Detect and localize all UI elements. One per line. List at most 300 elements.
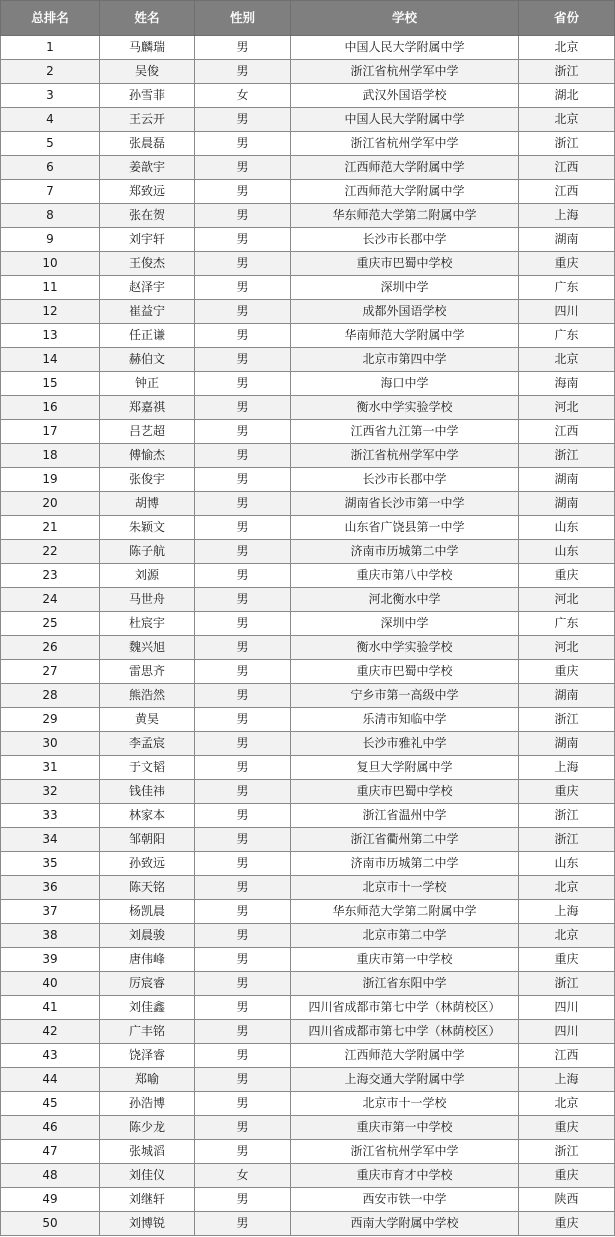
table-row <box>1 996 615 1020</box>
cell-name: 吴俊 <box>100 60 195 84</box>
cell-name: 唐伟峰 <box>100 948 195 972</box>
cell-name: 张在贺 <box>100 204 195 228</box>
cell-name: 黄昊 <box>100 708 195 732</box>
cell-province: 上海 <box>519 204 615 228</box>
cell-school: 长沙市长郡中学 <box>291 468 519 492</box>
cell-rank: 35 <box>1 852 100 876</box>
cell-school: 江西省九江第一中学 <box>291 420 519 444</box>
cell-gender: 男 <box>195 372 291 396</box>
cell-gender: 男 <box>195 204 291 228</box>
table-row <box>1 420 615 444</box>
header-gender: 性别 <box>195 1 291 36</box>
cell-name: 郑喻 <box>100 1068 195 1092</box>
cell-gender: 男 <box>195 60 291 84</box>
cell-school: 江西师范大学附属中学 <box>291 1044 519 1068</box>
cell-rank: 12 <box>1 300 100 324</box>
cell-school: 长沙市长郡中学 <box>291 228 519 252</box>
cell-name: 钟正 <box>100 372 195 396</box>
cell-province: 北京 <box>519 348 615 372</box>
cell-rank: 6 <box>1 156 100 180</box>
cell-province: 北京 <box>519 924 615 948</box>
cell-gender: 男 <box>195 1116 291 1140</box>
cell-school: 深圳中学 <box>291 276 519 300</box>
cell-gender: 男 <box>195 612 291 636</box>
cell-school: 乐清市知临中学 <box>291 708 519 732</box>
header-province: 省份 <box>519 1 615 36</box>
table-row <box>1 972 615 996</box>
cell-province: 江西 <box>519 420 615 444</box>
cell-school: 河北衡水中学 <box>291 588 519 612</box>
cell-rank: 39 <box>1 948 100 972</box>
cell-school: 四川省成都市第七中学（林荫校区） <box>291 996 519 1020</box>
cell-name: 饶泽睿 <box>100 1044 195 1068</box>
table-row <box>1 492 615 516</box>
table-row <box>1 1140 615 1164</box>
cell-name: 王云开 <box>100 108 195 132</box>
table-row <box>1 1044 615 1068</box>
cell-name: 郑嘉祺 <box>100 396 195 420</box>
cell-province: 河北 <box>519 396 615 420</box>
cell-name: 赫伯文 <box>100 348 195 372</box>
cell-school: 中国人民大学附属中学 <box>291 108 519 132</box>
cell-province: 北京 <box>519 1092 615 1116</box>
cell-rank: 45 <box>1 1092 100 1116</box>
cell-school: 华南师范大学附属中学 <box>291 324 519 348</box>
cell-name: 任正谦 <box>100 324 195 348</box>
table-body <box>1 36 615 1236</box>
cell-gender: 男 <box>195 1092 291 1116</box>
cell-gender: 男 <box>195 324 291 348</box>
cell-school: 北京市十一学校 <box>291 876 519 900</box>
cell-gender: 男 <box>195 36 291 60</box>
cell-province: 重庆 <box>519 660 615 684</box>
cell-province: 浙江 <box>519 708 615 732</box>
cell-name: 熊浩然 <box>100 684 195 708</box>
cell-rank: 34 <box>1 828 100 852</box>
cell-province: 上海 <box>519 756 615 780</box>
cell-rank: 37 <box>1 900 100 924</box>
cell-school: 湖南省长沙市第一中学 <box>291 492 519 516</box>
cell-school: 浙江省温州中学 <box>291 804 519 828</box>
cell-gender: 男 <box>195 852 291 876</box>
cell-province: 浙江 <box>519 132 615 156</box>
cell-province: 广东 <box>519 612 615 636</box>
cell-rank: 44 <box>1 1068 100 1092</box>
cell-rank: 25 <box>1 612 100 636</box>
table-row <box>1 228 615 252</box>
cell-school: 北京市十一学校 <box>291 1092 519 1116</box>
cell-name: 厉宸睿 <box>100 972 195 996</box>
table-row <box>1 564 615 588</box>
cell-rank: 7 <box>1 180 100 204</box>
table-row <box>1 1020 615 1044</box>
table-row <box>1 876 615 900</box>
cell-rank: 3 <box>1 84 100 108</box>
cell-school: 上海交通大学附属中学 <box>291 1068 519 1092</box>
cell-rank: 38 <box>1 924 100 948</box>
cell-name: 杜宸宇 <box>100 612 195 636</box>
cell-gender: 男 <box>195 132 291 156</box>
cell-rank: 31 <box>1 756 100 780</box>
table-row <box>1 804 615 828</box>
table-row <box>1 324 615 348</box>
cell-province: 北京 <box>519 876 615 900</box>
table-row <box>1 444 615 468</box>
cell-gender: 男 <box>195 732 291 756</box>
table-row <box>1 516 615 540</box>
table-row <box>1 1212 615 1236</box>
cell-name: 傅愉杰 <box>100 444 195 468</box>
cell-province: 浙江 <box>519 972 615 996</box>
cell-rank: 23 <box>1 564 100 588</box>
cell-school: 重庆市巴蜀中学校 <box>291 660 519 684</box>
cell-name: 胡博 <box>100 492 195 516</box>
cell-rank: 11 <box>1 276 100 300</box>
table-row <box>1 1092 615 1116</box>
cell-rank: 48 <box>1 1164 100 1188</box>
cell-school: 西南大学附属中学校 <box>291 1212 519 1236</box>
cell-rank: 42 <box>1 1020 100 1044</box>
cell-name: 朱颖文 <box>100 516 195 540</box>
cell-school: 浙江省杭州学军中学 <box>291 132 519 156</box>
cell-school: 浙江省衢州第二中学 <box>291 828 519 852</box>
cell-gender: 男 <box>195 588 291 612</box>
cell-school: 重庆市育才中学校 <box>291 1164 519 1188</box>
cell-name: 刘晨骏 <box>100 924 195 948</box>
cell-province: 四川 <box>519 1020 615 1044</box>
table-row <box>1 468 615 492</box>
cell-name: 李孟宸 <box>100 732 195 756</box>
table-row <box>1 1164 615 1188</box>
cell-rank: 1 <box>1 36 100 60</box>
cell-province: 重庆 <box>519 1212 615 1236</box>
cell-gender: 男 <box>195 708 291 732</box>
cell-school: 深圳中学 <box>291 612 519 636</box>
cell-rank: 26 <box>1 636 100 660</box>
cell-name: 赵泽宇 <box>100 276 195 300</box>
cell-school: 北京市第二中学 <box>291 924 519 948</box>
header-row <box>1 1 615 36</box>
cell-province: 海南 <box>519 372 615 396</box>
cell-province: 山东 <box>519 540 615 564</box>
header-rank: 总排名 <box>1 1 100 36</box>
cell-school: 北京市第四中学 <box>291 348 519 372</box>
cell-gender: 男 <box>195 996 291 1020</box>
cell-gender: 男 <box>195 636 291 660</box>
header-name: 姓名 <box>100 1 195 36</box>
cell-name: 姜歆宇 <box>100 156 195 180</box>
cell-name: 张俊宇 <box>100 468 195 492</box>
cell-name: 广丰铭 <box>100 1020 195 1044</box>
table-row <box>1 84 615 108</box>
cell-name: 魏兴旭 <box>100 636 195 660</box>
cell-school: 复旦大学附属中学 <box>291 756 519 780</box>
table-row <box>1 372 615 396</box>
cell-gender: 男 <box>195 684 291 708</box>
cell-school: 衡水中学实验学校 <box>291 396 519 420</box>
cell-name: 雷思齐 <box>100 660 195 684</box>
cell-province: 重庆 <box>519 252 615 276</box>
cell-province: 重庆 <box>519 1164 615 1188</box>
cell-gender: 男 <box>195 660 291 684</box>
cell-name: 刘佳仪 <box>100 1164 195 1188</box>
cell-gender: 男 <box>195 180 291 204</box>
cell-rank: 29 <box>1 708 100 732</box>
cell-name: 陈少龙 <box>100 1116 195 1140</box>
cell-name: 崔益宁 <box>100 300 195 324</box>
table-row <box>1 636 615 660</box>
table-row <box>1 180 615 204</box>
cell-province: 河北 <box>519 636 615 660</box>
cell-gender: 男 <box>195 228 291 252</box>
cell-province: 广东 <box>519 324 615 348</box>
cell-name: 杨凯晨 <box>100 900 195 924</box>
cell-school: 重庆市巴蜀中学校 <box>291 252 519 276</box>
cell-name: 王俊杰 <box>100 252 195 276</box>
table-row <box>1 852 615 876</box>
table-row <box>1 948 615 972</box>
cell-gender: 男 <box>195 444 291 468</box>
cell-province: 北京 <box>519 108 615 132</box>
cell-name: 刘博锐 <box>100 1212 195 1236</box>
cell-school: 江西师范大学附属中学 <box>291 180 519 204</box>
cell-name: 邹朝阳 <box>100 828 195 852</box>
cell-school: 中国人民大学附属中学 <box>291 36 519 60</box>
cell-province: 浙江 <box>519 804 615 828</box>
cell-rank: 18 <box>1 444 100 468</box>
cell-gender: 男 <box>195 348 291 372</box>
cell-name: 刘继轩 <box>100 1188 195 1212</box>
cell-province: 山东 <box>519 516 615 540</box>
table-row <box>1 924 615 948</box>
table-row <box>1 156 615 180</box>
cell-province: 四川 <box>519 300 615 324</box>
cell-province: 陕西 <box>519 1188 615 1212</box>
cell-school: 浙江省杭州学军中学 <box>291 1140 519 1164</box>
cell-gender: 男 <box>195 780 291 804</box>
cell-gender: 男 <box>195 564 291 588</box>
cell-gender: 男 <box>195 516 291 540</box>
cell-school: 浙江省杭州学军中学 <box>291 60 519 84</box>
cell-rank: 19 <box>1 468 100 492</box>
cell-rank: 46 <box>1 1116 100 1140</box>
cell-school: 海口中学 <box>291 372 519 396</box>
cell-gender: 男 <box>195 972 291 996</box>
table-row <box>1 252 615 276</box>
cell-school: 重庆市第一中学校 <box>291 948 519 972</box>
cell-name: 孙致远 <box>100 852 195 876</box>
cell-province: 上海 <box>519 900 615 924</box>
cell-name: 马麟瑞 <box>100 36 195 60</box>
cell-province: 重庆 <box>519 1116 615 1140</box>
cell-gender: 男 <box>195 492 291 516</box>
cell-province: 江西 <box>519 156 615 180</box>
cell-gender: 男 <box>195 1212 291 1236</box>
cell-rank: 49 <box>1 1188 100 1212</box>
cell-name: 孙雪菲 <box>100 84 195 108</box>
cell-rank: 17 <box>1 420 100 444</box>
cell-name: 郑致远 <box>100 180 195 204</box>
cell-province: 湖南 <box>519 732 615 756</box>
table-row <box>1 660 615 684</box>
table-row <box>1 708 615 732</box>
cell-gender: 女 <box>195 1164 291 1188</box>
cell-province: 重庆 <box>519 948 615 972</box>
cell-rank: 4 <box>1 108 100 132</box>
cell-rank: 14 <box>1 348 100 372</box>
cell-gender: 男 <box>195 1140 291 1164</box>
cell-rank: 47 <box>1 1140 100 1164</box>
table-row <box>1 132 615 156</box>
cell-province: 重庆 <box>519 564 615 588</box>
cell-school: 济南市历城第二中学 <box>291 540 519 564</box>
cell-province: 山东 <box>519 852 615 876</box>
cell-name: 刘宇轩 <box>100 228 195 252</box>
cell-school: 重庆市第一中学校 <box>291 1116 519 1140</box>
cell-rank: 32 <box>1 780 100 804</box>
table-row <box>1 612 615 636</box>
cell-name: 孙浩博 <box>100 1092 195 1116</box>
cell-province: 广东 <box>519 276 615 300</box>
cell-rank: 2 <box>1 60 100 84</box>
table-row <box>1 684 615 708</box>
cell-name: 陈天铭 <box>100 876 195 900</box>
cell-rank: 27 <box>1 660 100 684</box>
cell-school: 衡水中学实验学校 <box>291 636 519 660</box>
table-row <box>1 900 615 924</box>
cell-province: 湖南 <box>519 492 615 516</box>
cell-province: 浙江 <box>519 828 615 852</box>
cell-school: 浙江省东阳中学 <box>291 972 519 996</box>
cell-rank: 21 <box>1 516 100 540</box>
cell-province: 湖南 <box>519 228 615 252</box>
cell-name: 马世舟 <box>100 588 195 612</box>
cell-gender: 男 <box>195 900 291 924</box>
cell-school: 宁乡市第一高级中学 <box>291 684 519 708</box>
cell-rank: 40 <box>1 972 100 996</box>
cell-rank: 43 <box>1 1044 100 1068</box>
cell-rank: 20 <box>1 492 100 516</box>
cell-province: 重庆 <box>519 780 615 804</box>
table-row <box>1 276 615 300</box>
cell-rank: 30 <box>1 732 100 756</box>
cell-school: 济南市历城第二中学 <box>291 852 519 876</box>
cell-province: 浙江 <box>519 60 615 84</box>
cell-gender: 男 <box>195 468 291 492</box>
cell-gender: 男 <box>195 1068 291 1092</box>
cell-school: 江西师范大学附属中学 <box>291 156 519 180</box>
cell-rank: 10 <box>1 252 100 276</box>
cell-name: 林家本 <box>100 804 195 828</box>
cell-province: 河北 <box>519 588 615 612</box>
cell-rank: 5 <box>1 132 100 156</box>
cell-province: 江西 <box>519 1044 615 1068</box>
table-header <box>1 1 615 36</box>
cell-rank: 28 <box>1 684 100 708</box>
table-row <box>1 828 615 852</box>
cell-province: 北京 <box>519 36 615 60</box>
table-row <box>1 204 615 228</box>
table-row <box>1 756 615 780</box>
table-row <box>1 300 615 324</box>
cell-school: 华东师范大学第二附属中学 <box>291 900 519 924</box>
cell-name: 陈子航 <box>100 540 195 564</box>
cell-rank: 33 <box>1 804 100 828</box>
table-row <box>1 60 615 84</box>
cell-gender: 男 <box>195 924 291 948</box>
cell-gender: 男 <box>195 1188 291 1212</box>
cell-school: 成都外国语学校 <box>291 300 519 324</box>
cell-name: 钱佳祎 <box>100 780 195 804</box>
cell-school: 浙江省杭州学军中学 <box>291 444 519 468</box>
cell-province: 浙江 <box>519 444 615 468</box>
cell-school: 重庆市巴蜀中学校 <box>291 780 519 804</box>
cell-name: 刘佳鑫 <box>100 996 195 1020</box>
cell-school: 武汉外国语学校 <box>291 84 519 108</box>
table-row <box>1 1188 615 1212</box>
table-row <box>1 780 615 804</box>
cell-gender: 男 <box>195 156 291 180</box>
cell-name: 刘源 <box>100 564 195 588</box>
cell-gender: 男 <box>195 948 291 972</box>
cell-gender: 男 <box>195 540 291 564</box>
cell-rank: 13 <box>1 324 100 348</box>
cell-name: 张城滔 <box>100 1140 195 1164</box>
cell-school: 华东师范大学第二附属中学 <box>291 204 519 228</box>
cell-gender: 男 <box>195 276 291 300</box>
cell-rank: 9 <box>1 228 100 252</box>
cell-gender: 男 <box>195 396 291 420</box>
cell-province: 江西 <box>519 180 615 204</box>
cell-school: 西安市铁一中学 <box>291 1188 519 1212</box>
cell-gender: 男 <box>195 252 291 276</box>
cell-gender: 男 <box>195 1020 291 1044</box>
cell-rank: 41 <box>1 996 100 1020</box>
table-row <box>1 732 615 756</box>
cell-school: 山东省广饶县第一中学 <box>291 516 519 540</box>
table-row <box>1 396 615 420</box>
cell-gender: 男 <box>195 876 291 900</box>
cell-school: 四川省成都市第七中学（林荫校区） <box>291 1020 519 1044</box>
table-row <box>1 1068 615 1092</box>
cell-rank: 50 <box>1 1212 100 1236</box>
cell-rank: 16 <box>1 396 100 420</box>
cell-province: 四川 <box>519 996 615 1020</box>
cell-name: 于文韬 <box>100 756 195 780</box>
cell-rank: 24 <box>1 588 100 612</box>
cell-gender: 男 <box>195 804 291 828</box>
cell-province: 湖北 <box>519 84 615 108</box>
cell-gender: 男 <box>195 420 291 444</box>
table-row <box>1 36 615 60</box>
cell-gender: 男 <box>195 108 291 132</box>
cell-province: 上海 <box>519 1068 615 1092</box>
table-row <box>1 1116 615 1140</box>
table-row <box>1 540 615 564</box>
cell-rank: 36 <box>1 876 100 900</box>
table-row <box>1 348 615 372</box>
cell-gender: 女 <box>195 84 291 108</box>
cell-gender: 男 <box>195 1044 291 1068</box>
cell-rank: 15 <box>1 372 100 396</box>
header-school: 学校 <box>291 1 519 36</box>
cell-province: 浙江 <box>519 1140 615 1164</box>
table-row <box>1 108 615 132</box>
cell-gender: 男 <box>195 828 291 852</box>
cell-name: 张晨磊 <box>100 132 195 156</box>
cell-province: 湖南 <box>519 684 615 708</box>
cell-school: 长沙市雅礼中学 <box>291 732 519 756</box>
